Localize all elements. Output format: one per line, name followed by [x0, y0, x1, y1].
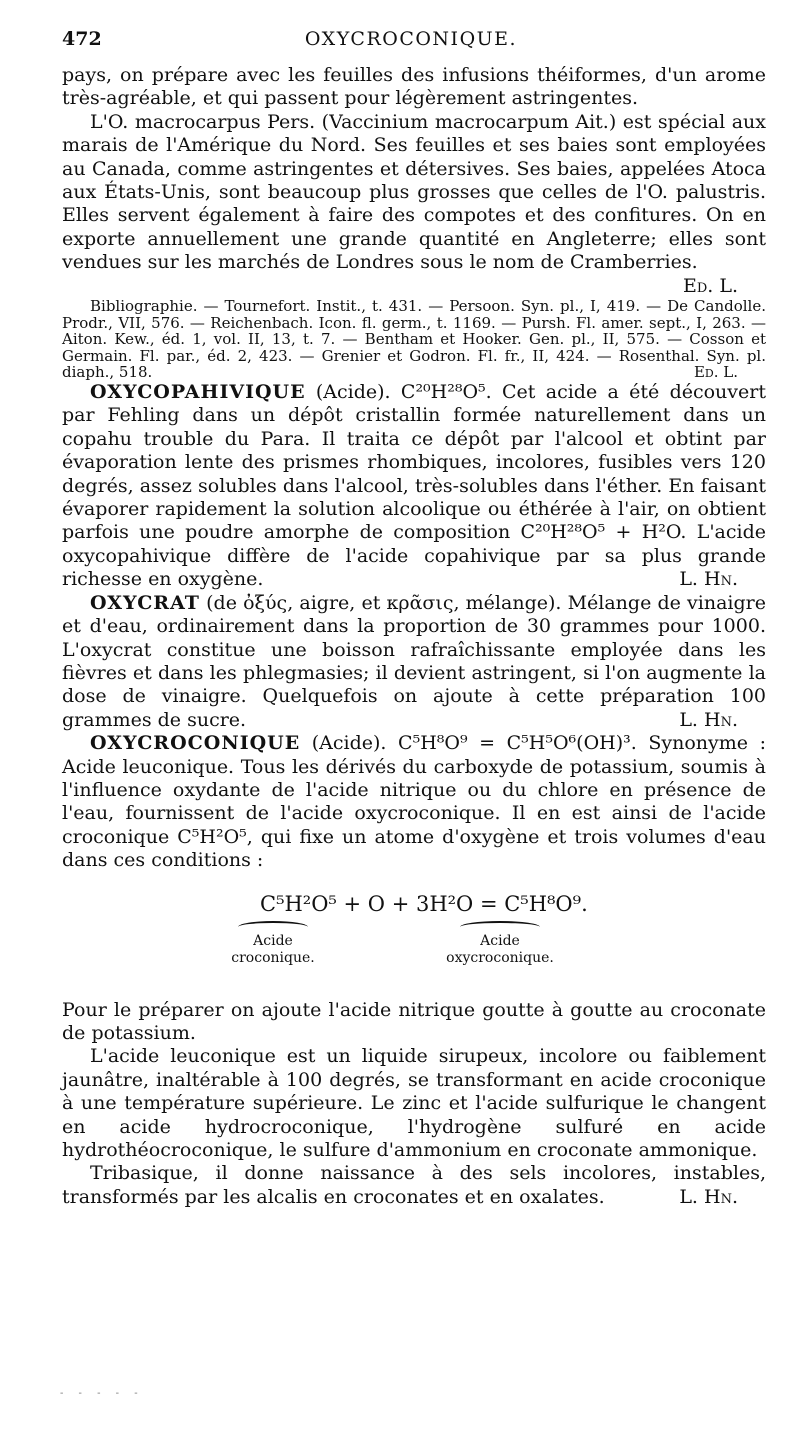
paragraph-text: Tribasique, il donne naissance à des sels incolores, instables, transformés par les alcalis en croconates et en oxalates. — [62, 1162, 766, 1208]
page-header — [62, 28, 760, 56]
entry-text: (de ὀξύς, aigre, et κρᾶσις, mélange). Mélange de vinaigre et d'eau, ordinairement dans la proportion de 30 grammes pour 1000. L'oxycrat constitue une boisson rafraîchissante employée dans les fièvres et dans les phlegmasies; il devient astringent, si l'on augmente la dose de vinaigre. Quelquefois on ajoute à cette préparation 100 grammes de sucre. — [62, 591, 766, 731]
brace-right — [460, 921, 540, 933]
brace-label-left: Acide croconique. — [231, 932, 315, 966]
paragraph — [62, 111, 766, 298]
brace-left — [238, 921, 308, 933]
entry-text: (Acide). C²⁰H²⁸O⁵. Cet acide a été découvert par Fehling dans un dépôt cristallin formée naturellement dans un copahu trouble du Para. Il traita ce dépôt par l'alcool et obtint par évaporation lente des prismes rhombiques, incolores, fusibles vers 120 degrés, assez solubles dans l'alcool, très-solubles dans l'éther. En faisant évaporer rapidement la solution alcoolique ou éthérée à l'air, on obtient parfois une poudre amorphe de composition C²⁰H²⁸O⁵ + H²O. L'acide oxycopahivique diffère de l'acide copahivique par sa plus grande richesse en oxygène. — [62, 381, 766, 591]
author-signature: L. Hn. — [679, 568, 738, 591]
author-signature: L. Hn. — [679, 1185, 738, 1208]
author-signature: L. Hn. — [679, 708, 738, 731]
paragraph: pays, on prépare avec les feuilles des infusions théiformes, d'un arome très-agréable, et qui passent pour légèrement astringentes. — [62, 64, 766, 110]
entry-oxycopahivique — [62, 381, 766, 592]
entry-text: (Acide). C⁵H⁸O⁹ = C⁵H⁵O⁶(OH)³. Synonyme : Acide leuconique. Tous les dérivés du carboxyde de potassium, soumis à l'influence oxydante de l'acide nitrique ou du chlore en présence de l'eau, fournissent de l'acide oxycroconique. Il en est ainsi de l'acide croconique C⁵H²O⁵, qui fixe un atome d'oxygène et trois volumes d'eau dans ces conditions : — [62, 732, 766, 872]
paragraph: L'acide leuconique est un liquide sirupeux, incolore ou faiblement jaunâtre, inaltérable à 100 degrés, se transformant en acide croconique à une température supérieure. Le zinc et l'acide sulfurique le changent en acide hydrocroconique, l'hydrogène sulfuré en acide hydrothéocroconique, le sulfure d'ammonium en croconate ammonique. — [62, 1045, 766, 1161]
entry-oxycrat — [62, 592, 766, 732]
paragraph — [62, 1162, 766, 1209]
author-signature: Ed. L. — [682, 274, 738, 297]
equation-text: C⁵H²O⁵ + O + 3H²O = C⁵H⁸O⁹. — [260, 891, 588, 916]
bibliography — [62, 298, 766, 381]
author-signature: Ed. L. — [693, 363, 738, 382]
running-head: OXYCROCONIQUE. — [304, 28, 518, 50]
chemical-equation — [62, 893, 766, 985]
footer-marks: - - - - - — [60, 1388, 144, 1399]
entry-oxycroconique — [62, 732, 766, 872]
entry-term: OXYCRAT — [90, 591, 200, 614]
bibliography-text: Bibliographie. — Tournefort. Instit., t. 431. — Persoon. Syn. pl., I, 419. — De Candolle. Prodr., VII, 576. — Reichenbach. Icon. fl. germ., t. 1169. — Pursh. Fl. amer. sept., I, 263. — Aiton. Kew., éd. 1, vol. II, 13, t. 7. — Bentham et Hooker. Gen. pl., II, 575. — Cosson et Germain. Fl. par., éd. 2, 423. — Grenier et Godron. Fl. fr., II, 424. — Rosenthal. Syn. pl. diaph., 518. — [62, 297, 766, 382]
entry-term: OXYCROCONIQUE — [90, 732, 301, 755]
paragraph: Pour le préparer on ajoute l'acide nitrique goutte à goutte au croconate de potassium. — [62, 998, 766, 1044]
body-text — [62, 64, 766, 1209]
page-number: 472 — [62, 28, 102, 50]
paragraph-text: L'O. macrocarpus Pers. (Vaccinium macrocarpum Ait.) est spécial aux marais de l'Amérique du Nord. Ses feuilles et ses baies sont employées au Canada, comme astringentes et détersives. Ses baies, appelées Atoca aux États-Unis, sont beaucoup plus grosses que celles de l'O. palustris. Elles servent également à faire des compotes et des confitures. On en exporte annuellement une grande quantité en Angleterre; elles sont vendues sur les marchés de Londres sous le nom de Cramberries. — [62, 110, 766, 274]
brace-label-right: Acide oxycroconique. — [446, 932, 554, 966]
entry-term: OXYCOPAHIVIQUE — [90, 381, 306, 404]
